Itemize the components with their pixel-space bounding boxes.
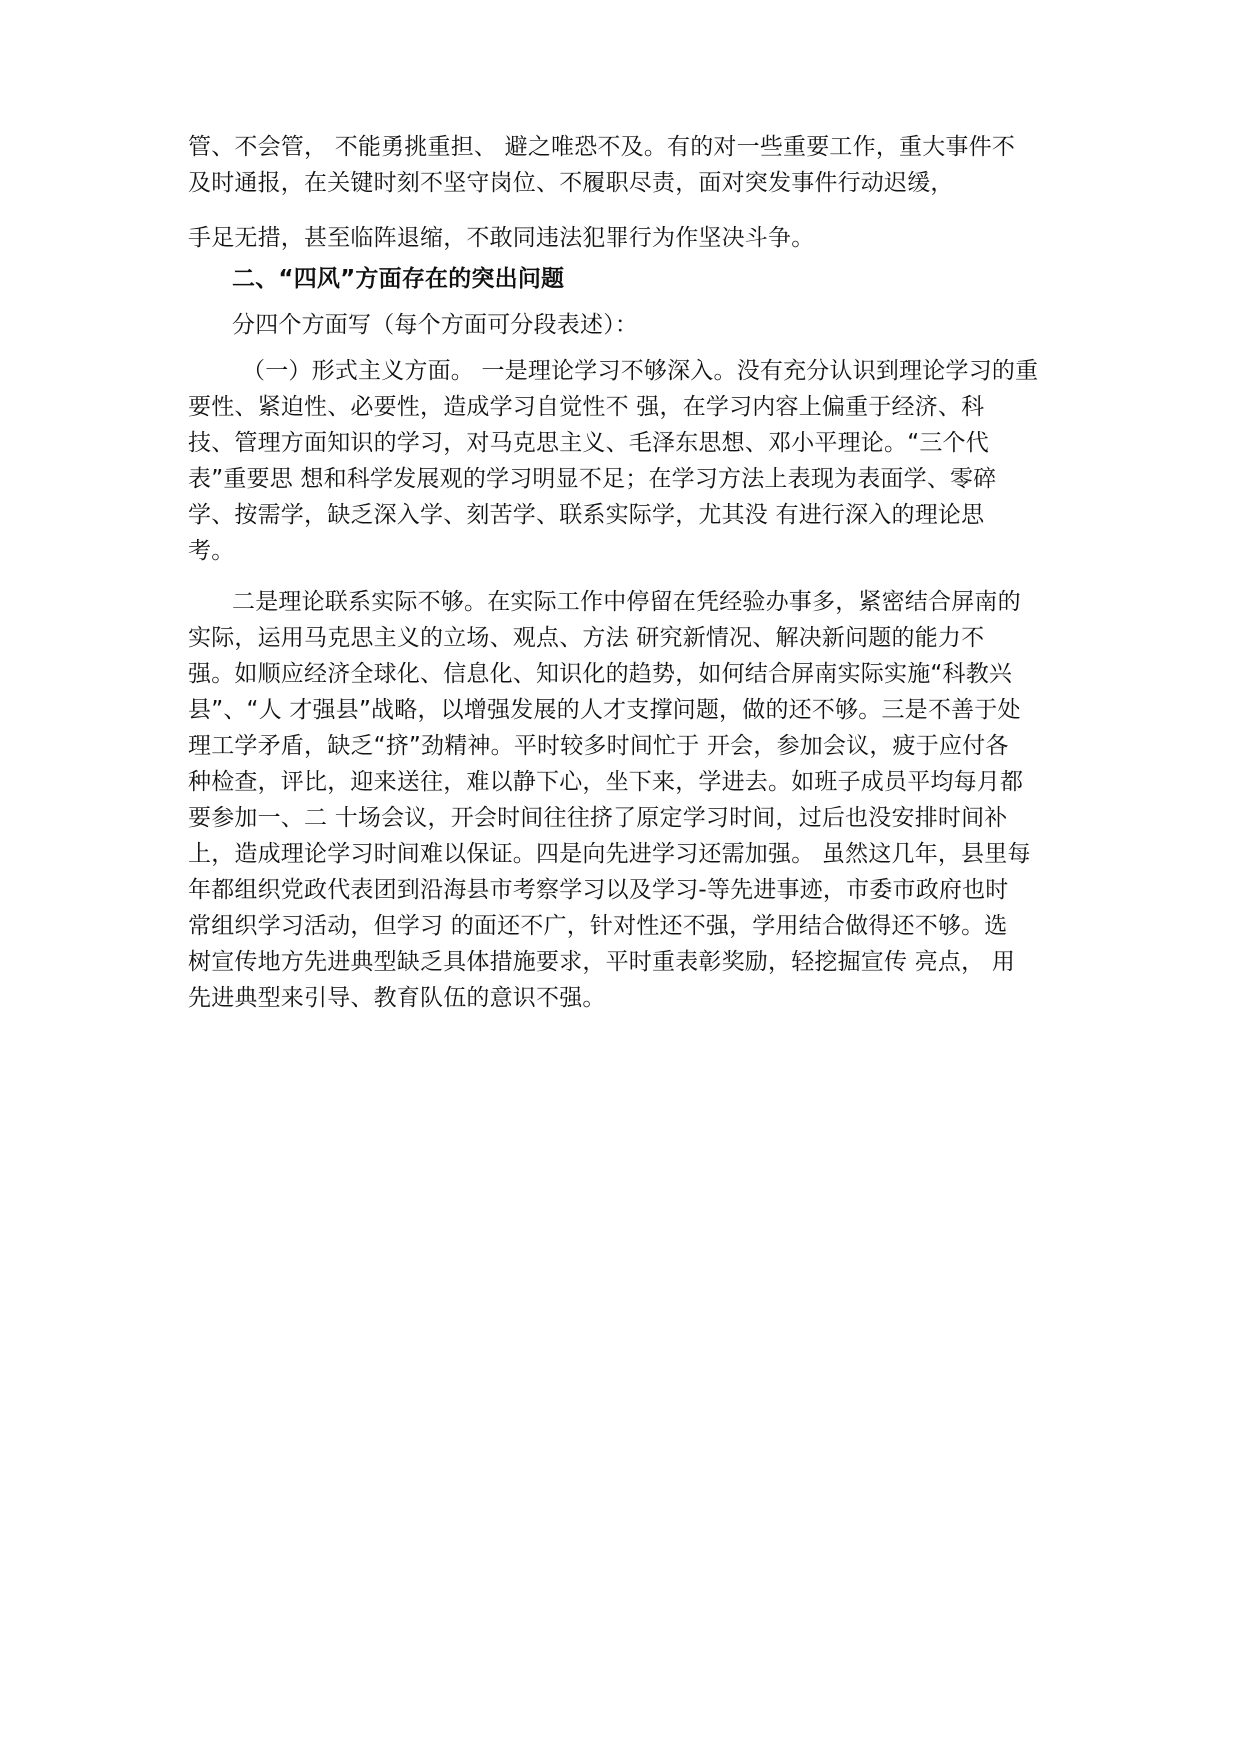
body-text-line: 先进典型来引导、教育队伍的意识不强。 bbox=[188, 985, 606, 1011]
body-text-line: 常组织学习活动，但学习 的面还不广，针对性还不强，学用结合做得还不够。选 bbox=[188, 913, 1008, 939]
body-text-line: 种检查，评比，迎来送往，难以静下心，坐下来，学进去。如班子成员平均每月都 bbox=[188, 769, 1024, 795]
body-text-line: 理工学矛盾，缺乏“挤”劲精神。平时较多时间忙于 开会，参加会议，疲于应付各 bbox=[188, 733, 1009, 759]
body-text-line: 及时通报，在关键时刻不坚守岗位、不履职尽责，面对突发事件行动迟缓， bbox=[188, 170, 954, 196]
body-text-line: 二是理论联系实际不够。在实际工作中停留在凭经验办事多，紧密结合屏南的 bbox=[232, 589, 1021, 615]
body-text-line: 上，造成理论学习时间难以保证。四是向先进学习还需加强。 虽然这几年，县里每 bbox=[188, 841, 1031, 867]
body-text-line: 考。 bbox=[188, 538, 235, 564]
body-text-line: 要参加一、二 十场会议，开会时间往往挤了原定学习时间，过后也没安排时间补 bbox=[188, 805, 1008, 831]
body-text-line: 管、不会管， 不能勇挑重担、 避之唯恐不及。有的对一些重要工作，重大事件不 bbox=[188, 134, 1016, 160]
body-text-line: 分四个方面写（每个方面可分段表述）： bbox=[232, 312, 639, 338]
body-text-line: 树宣传地方先进典型缺乏具体措施要求，平时重表彰奖励，轻挖掘宣传 亮点， 用 bbox=[188, 949, 1016, 975]
body-text-line: 要性、紧迫性、必要性，造成学习自觉性不 强，在学习内容上偏重于经济、科 bbox=[188, 394, 985, 420]
body-text-line: 手足无措，甚至临阵退缩，不敢同违法犯罪行为作坚决斗争。 bbox=[188, 225, 815, 251]
section-heading: 二、“四风”方面存在的突出问题 bbox=[232, 266, 565, 292]
body-text-line: 县”、“人 才强县”战略，以增强发展的人才支撑问题，做的还不够。三是不善于处 bbox=[188, 697, 1021, 723]
body-text-line: 年都组织党政代表团到沿海县市考察学习以及学习-等先进事迹，市委市政府也时 bbox=[188, 877, 1009, 903]
body-text-line: 学、按需学，缺乏深入学、刻苦学、联系实际学，尤其没 有进行深入的理论思 bbox=[188, 502, 985, 528]
body-text-line: 强。如顺应经济全球化、信息化、知识化的趋势，如何结合屏南实际实施“科教兴 bbox=[188, 661, 1013, 687]
body-text-line: （一）形式主义方面。 一是理论学习不够深入。没有充分认识到理论学习的重 bbox=[242, 358, 1039, 384]
body-text-line: 表”重要思 想和科学发展观的学习明显不足；在学习方法上表现为表面学、零碎 bbox=[188, 466, 997, 492]
body-text-line: 实际，运用马克思主义的立场、观点、方法 研究新情况、解决新问题的能力不 bbox=[188, 625, 985, 651]
body-text-line: 技、管理方面知识的学习，对马克思主义、毛泽东思想、邓小平理论。“三个代 bbox=[188, 430, 989, 456]
